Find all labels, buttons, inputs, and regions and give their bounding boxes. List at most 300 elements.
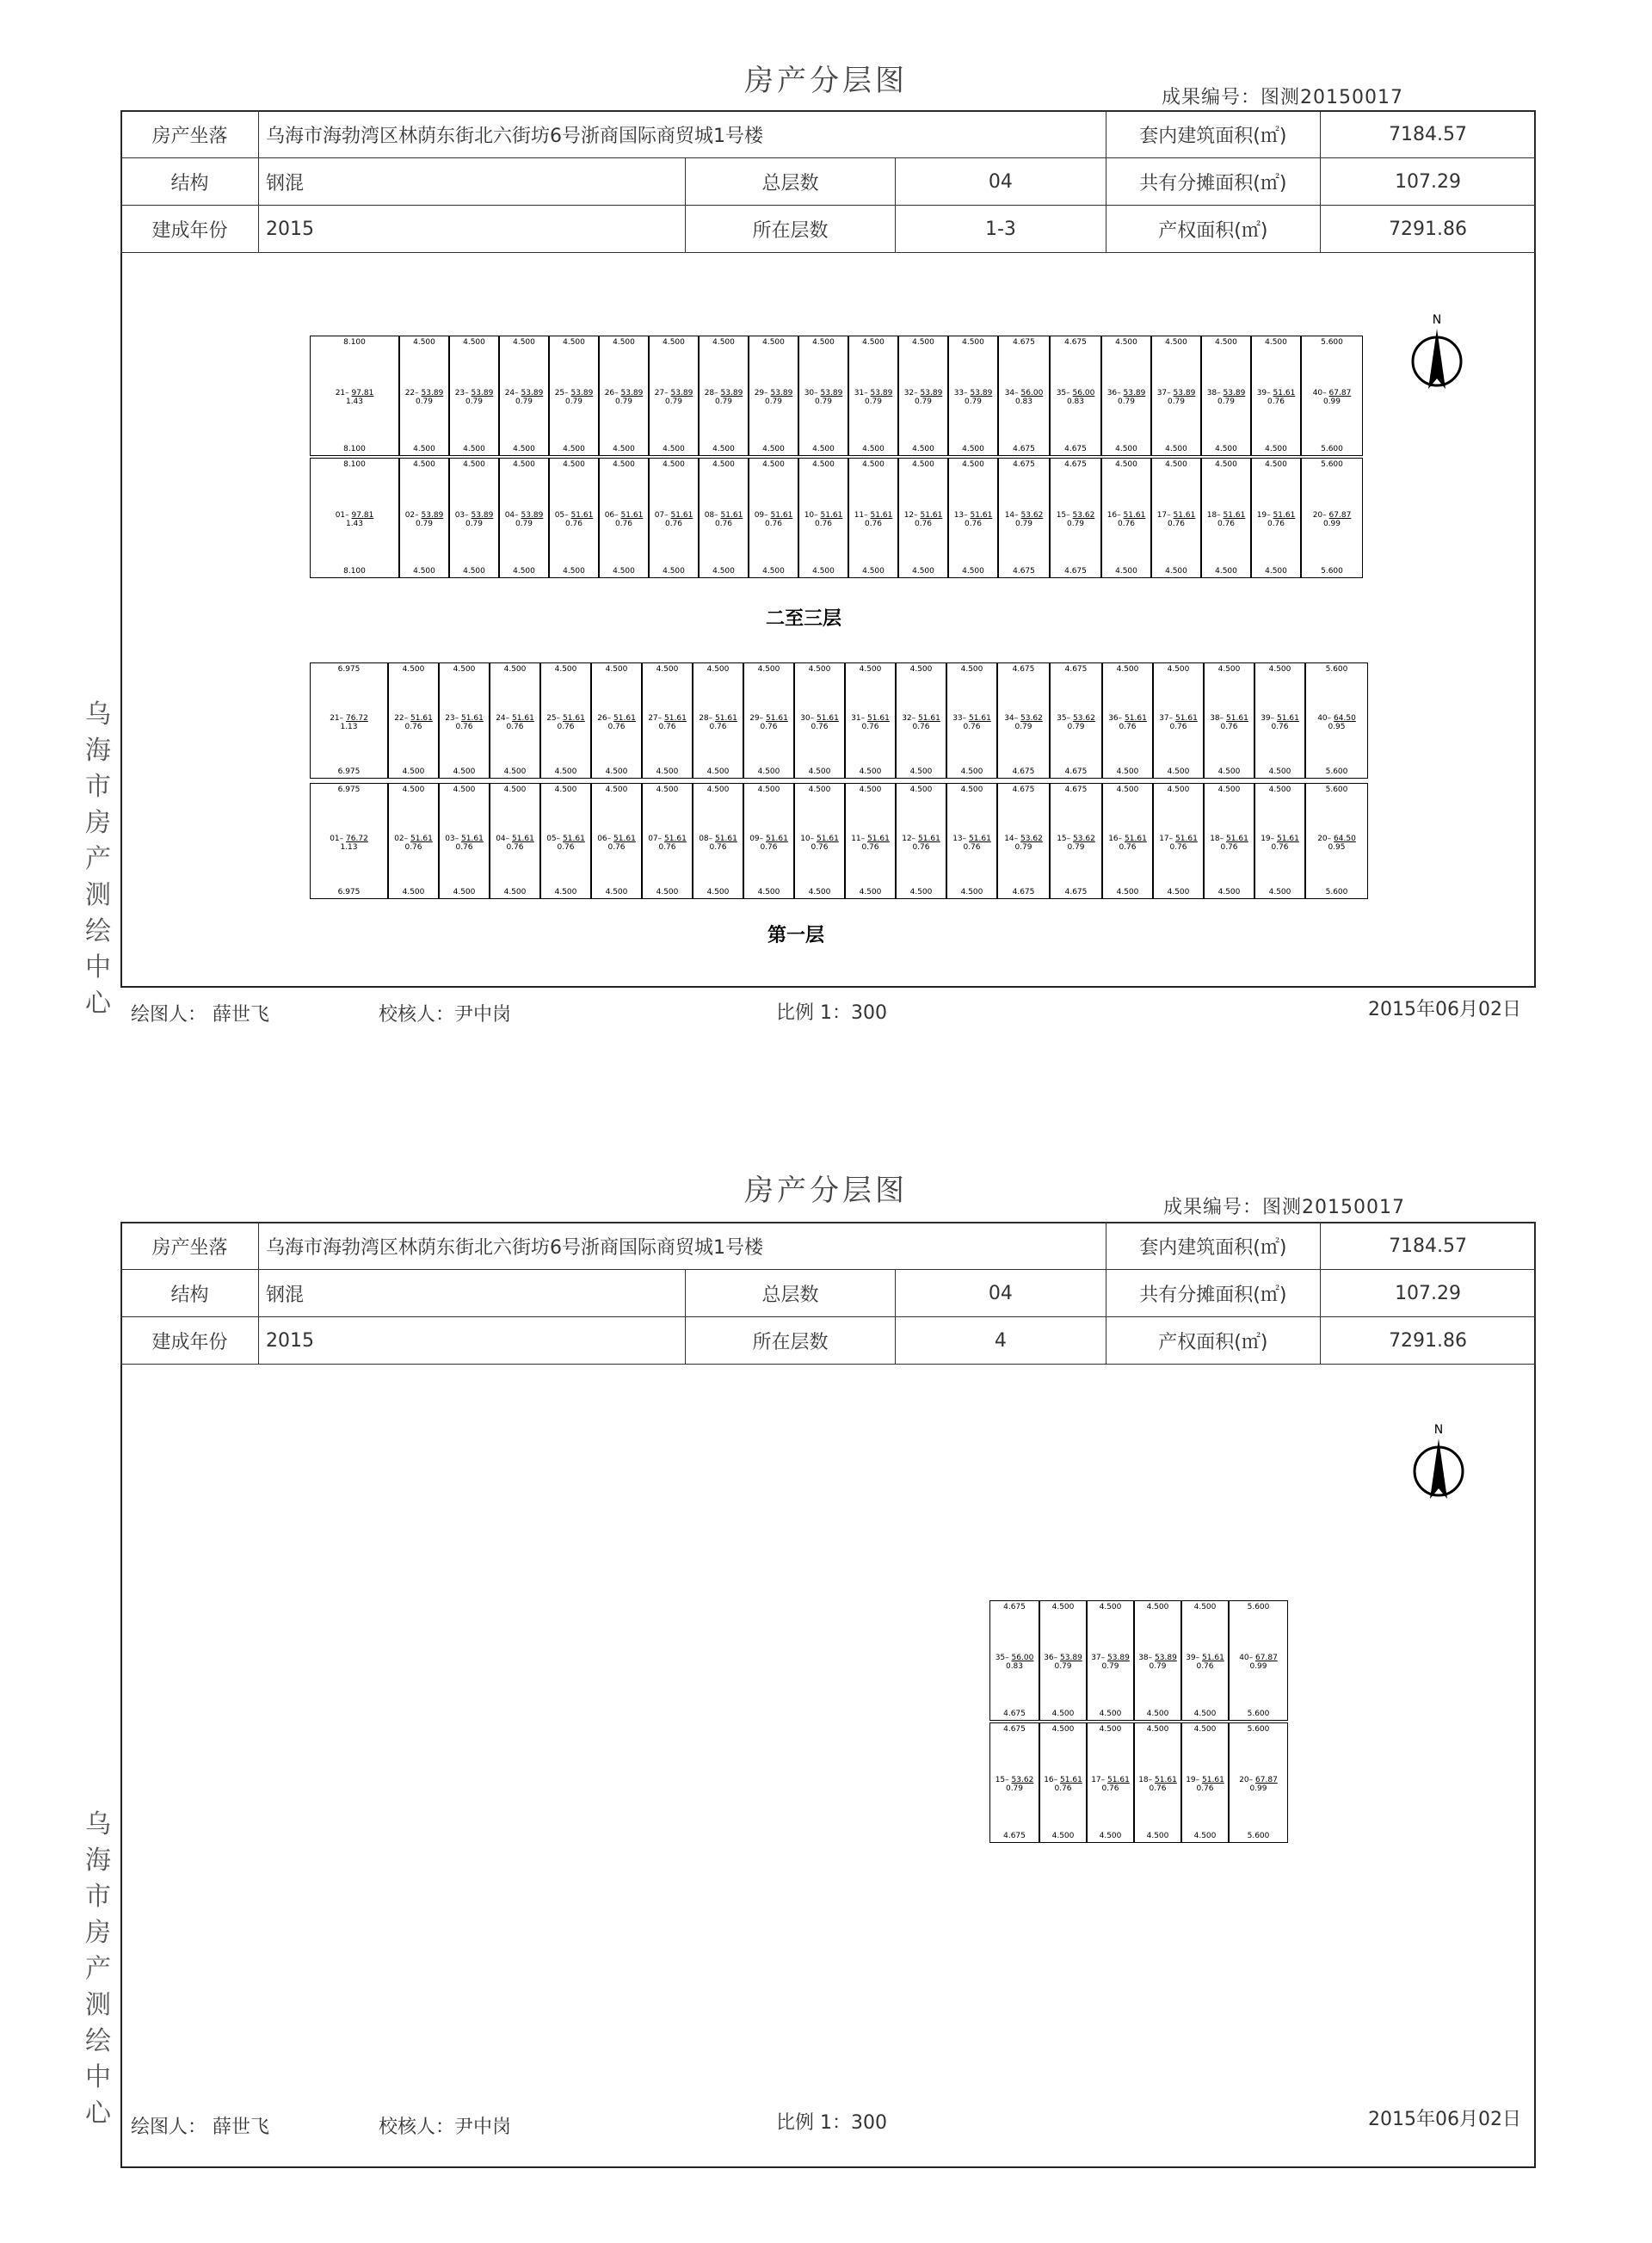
unit-width-label: 4.500 xyxy=(1146,1603,1169,1611)
unit-width-label: 4.500 xyxy=(909,767,933,776)
unit-width-label: 5.600 xyxy=(1247,1603,1270,1611)
scale: 比例 1：300 xyxy=(776,1002,887,1024)
unit-width-label: 4.675 xyxy=(1013,338,1035,347)
unit-width-label: 4.500 xyxy=(613,445,635,453)
unit-width-label: 4.500 xyxy=(1051,1832,1075,1840)
unit-width-label: 4.500 xyxy=(1268,888,1291,897)
unit-width-label: 4.500 xyxy=(563,460,585,469)
unit-width-label: 8.100 xyxy=(343,567,366,576)
unit-cell xyxy=(1050,458,1101,578)
unit-number: 08 xyxy=(704,510,715,520)
unit-width-label: 4.500 xyxy=(909,665,933,674)
unit-number: 01 xyxy=(330,834,340,843)
unit-width-label: 4.500 xyxy=(1099,1710,1122,1718)
unit-width-label: 5.600 xyxy=(1321,445,1343,453)
unit-width-label: 4.675 xyxy=(1003,1603,1026,1611)
unit-area-label: 37– 53.89 0.79 xyxy=(1091,1653,1130,1671)
unit-width-label: 5.600 xyxy=(1325,665,1348,674)
built-year-value: 2015 xyxy=(259,206,686,253)
unit-area-label: 01– 97.81 1.43 xyxy=(335,510,374,528)
unit-width-label: 4.500 xyxy=(859,767,882,776)
unit-number: 02 xyxy=(394,834,404,843)
unit-number: 19 xyxy=(1186,1775,1196,1784)
unit-width-label: 4.500 xyxy=(563,567,585,576)
unit-width-label: 4.500 xyxy=(503,786,527,794)
unit-width-label: 4.500 xyxy=(912,445,934,453)
unit-width-label: 4.675 xyxy=(1013,460,1035,469)
unit-width-label: 4.500 xyxy=(712,460,735,469)
unit-number: 36 xyxy=(1108,713,1119,723)
unit-number: 32 xyxy=(902,713,912,723)
unit-number: 14 xyxy=(1004,834,1014,843)
unit-width-label: 4.500 xyxy=(1217,786,1241,794)
unit-width-label: 4.500 xyxy=(1099,1725,1122,1734)
unit-number: 30 xyxy=(800,713,811,723)
unit-cell xyxy=(549,458,599,578)
unit-cell xyxy=(896,783,946,899)
unit-width-label: 4.500 xyxy=(453,665,476,674)
unit-cell xyxy=(1153,783,1204,899)
unit-area-label: 20– 67.87 0.99 xyxy=(1312,510,1352,528)
unit-width-label: 4.675 xyxy=(1003,1832,1026,1840)
unit-cell xyxy=(1254,662,1305,779)
location-label: 房产坐落 xyxy=(121,111,259,158)
unit-width-label: 4.500 xyxy=(503,767,527,776)
unit-area-label: 04– 51.61 0.76 xyxy=(496,834,534,852)
unit-area-label: 12– 51.61 0.76 xyxy=(903,510,943,528)
unit-width-label: 4.500 xyxy=(1193,1603,1217,1611)
unit-width-label: 4.500 xyxy=(712,445,735,453)
unit-width-label: 4.500 xyxy=(656,767,679,776)
unit-cell xyxy=(798,336,848,456)
property-area-label: 产权面积(㎡) xyxy=(1106,206,1320,253)
unit-width-label: 4.500 xyxy=(663,445,685,453)
unit-width-label: 4.675 xyxy=(1064,665,1088,674)
unit-cell xyxy=(1181,1600,1229,1721)
unit-width-label: 4.500 xyxy=(712,567,735,576)
unit-width-label: 4.500 xyxy=(812,445,835,453)
unit-number: 38 xyxy=(1206,388,1217,397)
unit-number: 10 xyxy=(800,834,811,843)
property-area-value: 7291.86 xyxy=(1321,206,1536,253)
checker: 校核人：尹中岗 xyxy=(379,2117,512,2138)
unit-area-label: 15– 53.62 0.79 xyxy=(995,1775,1034,1793)
unit-cell xyxy=(743,783,794,899)
unit-width-label: 4.500 xyxy=(554,888,577,897)
unit-area-label: 21– 76.72 1.13 xyxy=(330,713,368,731)
unit-cell xyxy=(599,336,649,456)
unit-number: 17 xyxy=(1159,834,1169,843)
unit-area-label: 28– 53.89 0.79 xyxy=(704,388,743,406)
unit-width-label: 4.500 xyxy=(663,567,685,576)
unit-area-label: 07– 51.61 0.76 xyxy=(654,510,693,528)
unit-width-label: 4.500 xyxy=(962,338,984,347)
unit-number: 40 xyxy=(1317,713,1328,723)
unit-area-label: 25– 51.61 0.76 xyxy=(546,713,585,731)
unit-cell xyxy=(1101,458,1151,578)
unit-width-label: 4.500 xyxy=(1167,767,1190,776)
unit-cell xyxy=(1229,1600,1288,1721)
unit-cell xyxy=(439,783,490,899)
unit-number: 04 xyxy=(504,510,515,520)
unit-number: 04 xyxy=(496,834,506,843)
date: 2015年06月02日 xyxy=(1368,999,1521,1020)
unit-number: 19 xyxy=(1261,834,1271,843)
unit-cell xyxy=(649,336,699,456)
unit-area-label: 36– 53.89 0.79 xyxy=(1044,1653,1082,1671)
unit-area-label: 31– 53.89 0.79 xyxy=(854,388,893,406)
sheet-title: 房产分层图 xyxy=(744,64,908,98)
unit-width-label: 4.500 xyxy=(859,786,882,794)
unit-width-label: 6.975 xyxy=(337,786,361,794)
north-arrow-icon xyxy=(1404,1420,1473,1514)
unit-number: 03 xyxy=(445,834,455,843)
unit-width-label: 4.500 xyxy=(605,786,628,794)
unit-number: 21 xyxy=(330,713,340,723)
unit-width-label: 5.600 xyxy=(1325,767,1348,776)
unit-width-label: 4.500 xyxy=(605,888,628,897)
unit-number: 11 xyxy=(851,834,861,843)
plan-floor-1 xyxy=(310,662,1356,908)
unit-number: 11 xyxy=(854,510,865,520)
unit-area-label: 38– 53.89 0.79 xyxy=(1206,388,1246,406)
unit-cell xyxy=(499,336,549,456)
unit-area-label: 40– 67.87 0.99 xyxy=(1239,1653,1278,1671)
unit-width-label: 4.500 xyxy=(960,786,983,794)
unit-cell xyxy=(642,662,693,779)
unit-area-label: 26– 51.61 0.76 xyxy=(597,713,636,731)
unit-number: 18 xyxy=(1206,510,1217,520)
unit-number: 05 xyxy=(554,510,565,520)
unit-width-label: 4.675 xyxy=(1012,665,1035,674)
scale: 比例 1：300 xyxy=(776,2112,887,2134)
unit-width-label: 4.500 xyxy=(656,665,679,674)
unit-cell xyxy=(998,458,1050,578)
unit-area-label: 10– 51.61 0.76 xyxy=(804,510,843,528)
unit-cell xyxy=(948,336,998,456)
unit-width-label: 5.600 xyxy=(1325,786,1348,794)
unit-area-label: 29– 51.61 0.76 xyxy=(749,713,788,731)
unit-cell xyxy=(388,662,439,779)
location-value: 乌海市海勃湾区林荫东街北六街坊6号浙商国际商贸城1号楼 xyxy=(259,111,1106,158)
shared-area-value: 107.29 xyxy=(1321,1270,1536,1317)
unit-width-label: 4.675 xyxy=(1012,767,1035,776)
unit-number: 39 xyxy=(1261,713,1271,723)
unit-width-label: 4.500 xyxy=(808,786,831,794)
unit-cell xyxy=(599,458,649,578)
unit-number: 12 xyxy=(903,510,915,520)
floor-label: 所在层数 xyxy=(685,206,895,253)
unit-width-label: 4.500 xyxy=(960,767,983,776)
unit-area-label: 07– 51.61 0.76 xyxy=(648,834,687,852)
unit-number: 16 xyxy=(1044,1775,1054,1784)
unit-width-label: 4.500 xyxy=(554,665,577,674)
unit-area-label: 35– 53.62 0.79 xyxy=(1057,713,1095,731)
unit-width-label: 4.675 xyxy=(1003,1710,1026,1718)
unit-width-label: 4.500 xyxy=(1165,460,1187,469)
checker: 校核人：尹中岗 xyxy=(379,1004,512,1026)
unit-width-label: 4.500 xyxy=(808,767,831,776)
unit-number: 33 xyxy=(952,713,963,723)
unit-area-label: 25– 53.89 0.79 xyxy=(554,388,594,406)
unit-number: 35 xyxy=(995,1653,1006,1662)
unit-area-label: 27– 53.89 0.79 xyxy=(654,388,693,406)
unit-number: 23 xyxy=(445,713,455,723)
unit-area-label: 36– 51.61 0.76 xyxy=(1108,713,1147,731)
unit-width-label: 4.500 xyxy=(1165,445,1187,453)
unit-area-label: 39– 51.61 0.76 xyxy=(1256,388,1296,406)
unit-cell xyxy=(794,783,845,899)
unit-cell xyxy=(439,662,490,779)
unit-number: 07 xyxy=(654,510,665,520)
unit-width-label: 4.500 xyxy=(1116,786,1139,794)
unit-width-label: 4.500 xyxy=(1217,888,1241,897)
property-info-table xyxy=(120,110,1536,253)
unit-width-label: 4.500 xyxy=(706,767,730,776)
unit-width-label: 4.500 xyxy=(962,445,984,453)
unit-width-label: 4.500 xyxy=(413,445,435,453)
structure-value: 钢混 xyxy=(259,1270,686,1317)
unit-number: 36 xyxy=(1106,388,1118,397)
unit-width-label: 4.500 xyxy=(1146,1710,1169,1718)
unit-width-label: 4.500 xyxy=(757,888,780,897)
unit-number: 15 xyxy=(1057,834,1067,843)
built-year-label: 建成年份 xyxy=(121,206,259,253)
structure-label: 结构 xyxy=(121,158,259,206)
unit-width-label: 4.500 xyxy=(859,888,882,897)
unit-number: 24 xyxy=(496,713,506,723)
unit-area-label: 11– 51.61 0.76 xyxy=(854,510,893,528)
unit-cell xyxy=(399,458,449,578)
unit-area-label: 10– 51.61 0.76 xyxy=(800,834,839,852)
unit-cell xyxy=(699,458,749,578)
unit-width-label: 8.100 xyxy=(343,445,366,453)
unit-width-label: 4.500 xyxy=(912,338,934,347)
unit-width-label: 5.600 xyxy=(1321,460,1343,469)
floor-plan-sheet-2 xyxy=(0,1110,1652,2228)
unit-cell xyxy=(693,662,743,779)
unit-area-label: 05– 51.61 0.76 xyxy=(554,510,594,528)
unit-width-label: 4.500 xyxy=(859,665,882,674)
unit-number: 13 xyxy=(952,834,963,843)
unit-width-label: 6.975 xyxy=(337,767,361,776)
unit-width-label: 4.500 xyxy=(554,767,577,776)
unit-width-label: 4.500 xyxy=(1099,1832,1122,1840)
shared-area-label: 共有分摊面积(㎡) xyxy=(1106,158,1320,206)
structure-label: 结构 xyxy=(121,1270,259,1317)
unit-number: 29 xyxy=(754,388,765,397)
unit-cell xyxy=(310,662,388,779)
date: 2015年06月02日 xyxy=(1368,2109,1521,2130)
unit-area-label: 19– 51.61 0.76 xyxy=(1256,510,1296,528)
north-arrow-icon xyxy=(1402,310,1471,404)
unit-area-label: 03– 53.89 0.79 xyxy=(454,510,494,528)
unit-width-label: 4.500 xyxy=(960,665,983,674)
unit-area-label: 35– 56.00 0.83 xyxy=(1056,388,1095,406)
unit-number: 25 xyxy=(554,388,565,397)
plan-caption-floors-2-3: 二至三层 xyxy=(766,608,842,630)
unit-cell xyxy=(1087,1600,1134,1721)
unit-cell xyxy=(1204,662,1254,779)
unit-cell xyxy=(1050,662,1102,779)
unit-number: 07 xyxy=(648,834,658,843)
unit-cell xyxy=(1039,1722,1087,1843)
unit-width-label: 4.500 xyxy=(463,445,485,453)
unit-width-label: 4.500 xyxy=(1099,1603,1122,1611)
unit-area-label: 38– 51.61 0.76 xyxy=(1210,713,1248,731)
unit-number: 20 xyxy=(1239,1775,1249,1784)
unit-number: 38 xyxy=(1138,1653,1149,1662)
unit-area-label: 14– 53.62 0.79 xyxy=(1004,510,1044,528)
unit-cell xyxy=(591,783,642,899)
unit-area-label: 08– 51.61 0.76 xyxy=(699,834,737,852)
unit-number: 17 xyxy=(1156,510,1168,520)
unit-area-label: 32– 51.61 0.76 xyxy=(902,713,940,731)
unit-cell xyxy=(1301,458,1363,578)
unit-number: 37 xyxy=(1156,388,1168,397)
unit-cell xyxy=(1134,1722,1181,1843)
unit-area-label: 17– 51.61 0.76 xyxy=(1159,834,1198,852)
unit-area-label: 19– 51.61 0.76 xyxy=(1186,1775,1224,1793)
unit-number: 10 xyxy=(804,510,815,520)
drafter: 绘图人： 薛世飞 xyxy=(131,2117,269,2138)
unit-cell xyxy=(848,336,898,456)
unit-width-label: 4.500 xyxy=(762,445,785,453)
unit-cell xyxy=(898,458,948,578)
unit-number: 26 xyxy=(597,713,607,723)
unit-width-label: 4.675 xyxy=(1064,567,1087,576)
unit-number: 01 xyxy=(335,510,346,520)
unit-cell xyxy=(1251,458,1301,578)
unit-width-label: 4.500 xyxy=(1115,445,1137,453)
result-number: 成果编号：图测20150017 xyxy=(1162,87,1403,108)
side-org-text: 乌 海 市 房 产 测 绘 中 心 xyxy=(85,1809,111,2129)
unit-number: 23 xyxy=(454,388,465,397)
unit-area-label: 15– 53.62 0.79 xyxy=(1056,510,1095,528)
unit-width-label: 4.500 xyxy=(605,767,628,776)
unit-width-label: 4.500 xyxy=(613,338,635,347)
unit-number: 19 xyxy=(1256,510,1267,520)
unit-number: 13 xyxy=(953,510,965,520)
unit-width-label: 4.500 xyxy=(402,786,425,794)
unit-width-label: 4.500 xyxy=(712,338,735,347)
unit-area-label: 33– 51.61 0.76 xyxy=(952,713,991,731)
unit-area-label: 08– 51.61 0.76 xyxy=(704,510,743,528)
unit-cell xyxy=(1153,662,1204,779)
inner-area-label: 套内建筑面积(㎡) xyxy=(1106,111,1320,158)
unit-width-label: 4.500 xyxy=(962,567,984,576)
unit-width-label: 4.500 xyxy=(962,460,984,469)
location-label: 房产坐落 xyxy=(121,1223,259,1270)
unit-width-label: 4.675 xyxy=(1064,786,1088,794)
unit-number: 14 xyxy=(1004,510,1015,520)
north-label: N xyxy=(1432,313,1442,327)
unit-width-label: 4.500 xyxy=(1217,767,1241,776)
total-floors-value: 04 xyxy=(896,1270,1106,1317)
floor-label: 所在层数 xyxy=(685,1317,895,1365)
unit-number: 24 xyxy=(504,388,515,397)
unit-cell xyxy=(749,336,798,456)
unit-number: 15 xyxy=(1056,510,1067,520)
unit-width-label: 4.675 xyxy=(1064,338,1087,347)
unit-width-label: 4.500 xyxy=(706,665,730,674)
unit-width-label: 4.500 xyxy=(1165,338,1187,347)
unit-cell xyxy=(1151,336,1201,456)
unit-number: 09 xyxy=(749,834,760,843)
unit-number: 22 xyxy=(394,713,404,723)
unit-cell xyxy=(1151,458,1201,578)
unit-area-label: 26– 53.89 0.79 xyxy=(604,388,644,406)
unit-width-label: 4.500 xyxy=(413,460,435,469)
floor-plan-sheet-1 xyxy=(0,0,1652,1118)
unit-number: 02 xyxy=(404,510,416,520)
unit-number: 09 xyxy=(754,510,765,520)
unit-cell xyxy=(449,458,499,578)
unit-cell xyxy=(1201,458,1251,578)
unit-number: 03 xyxy=(454,510,465,520)
unit-width-label: 4.500 xyxy=(663,460,685,469)
unit-width-label: 4.500 xyxy=(706,888,730,897)
unit-width-label: 4.500 xyxy=(1193,1832,1217,1840)
unit-width-label: 5.600 xyxy=(1321,567,1343,576)
unit-width-label: 4.500 xyxy=(1215,460,1237,469)
unit-area-label: 13– 51.61 0.76 xyxy=(953,510,993,528)
unit-width-label: 4.500 xyxy=(909,888,933,897)
unit-cell xyxy=(310,458,399,578)
unit-width-label: 4.675 xyxy=(1012,888,1035,897)
unit-width-label: 4.500 xyxy=(757,786,780,794)
unit-width-label: 4.500 xyxy=(513,445,535,453)
unit-width-label: 4.500 xyxy=(513,567,535,576)
unit-number: 05 xyxy=(546,834,557,843)
unit-width-label: 4.500 xyxy=(1115,567,1137,576)
unit-width-label: 4.500 xyxy=(1193,1725,1217,1734)
unit-area-label: 32– 53.89 0.79 xyxy=(903,388,943,406)
unit-width-label: 4.500 xyxy=(862,445,885,453)
unit-width-label: 4.500 xyxy=(413,338,435,347)
property-area-label: 产权面积(㎡) xyxy=(1106,1317,1320,1365)
unit-cell xyxy=(449,336,499,456)
shared-area-value: 107.29 xyxy=(1321,158,1536,206)
unit-width-label: 4.500 xyxy=(1268,786,1291,794)
unit-width-label: 6.975 xyxy=(337,665,361,674)
unit-cell xyxy=(1254,783,1305,899)
inner-area-value: 7184.57 xyxy=(1321,111,1536,158)
unit-area-label: 16– 51.61 0.76 xyxy=(1044,1775,1082,1793)
unit-width-label: 4.500 xyxy=(563,338,585,347)
unit-width-label: 4.500 xyxy=(503,888,527,897)
unit-area-label: 24– 51.61 0.76 xyxy=(496,713,534,731)
unit-cell xyxy=(845,662,896,779)
unit-number: 30 xyxy=(804,388,815,397)
unit-width-label: 4.500 xyxy=(1051,1725,1075,1734)
unit-cell xyxy=(997,783,1050,899)
unit-cell xyxy=(1229,1722,1288,1843)
unit-cell xyxy=(1050,336,1101,456)
unit-width-label: 4.500 xyxy=(1051,1710,1075,1718)
unit-number: 33 xyxy=(953,388,965,397)
unit-width-label: 5.600 xyxy=(1321,338,1343,347)
unit-width-label: 4.500 xyxy=(757,665,780,674)
built-year-label: 建成年份 xyxy=(121,1317,259,1365)
unit-number: 35 xyxy=(1057,713,1067,723)
unit-number: 37 xyxy=(1091,1653,1101,1662)
unit-area-label: 15– 53.62 0.79 xyxy=(1057,834,1095,852)
unit-cell xyxy=(310,783,388,899)
unit-width-label: 4.500 xyxy=(503,665,527,674)
unit-cell xyxy=(946,662,997,779)
unit-cell xyxy=(490,662,540,779)
